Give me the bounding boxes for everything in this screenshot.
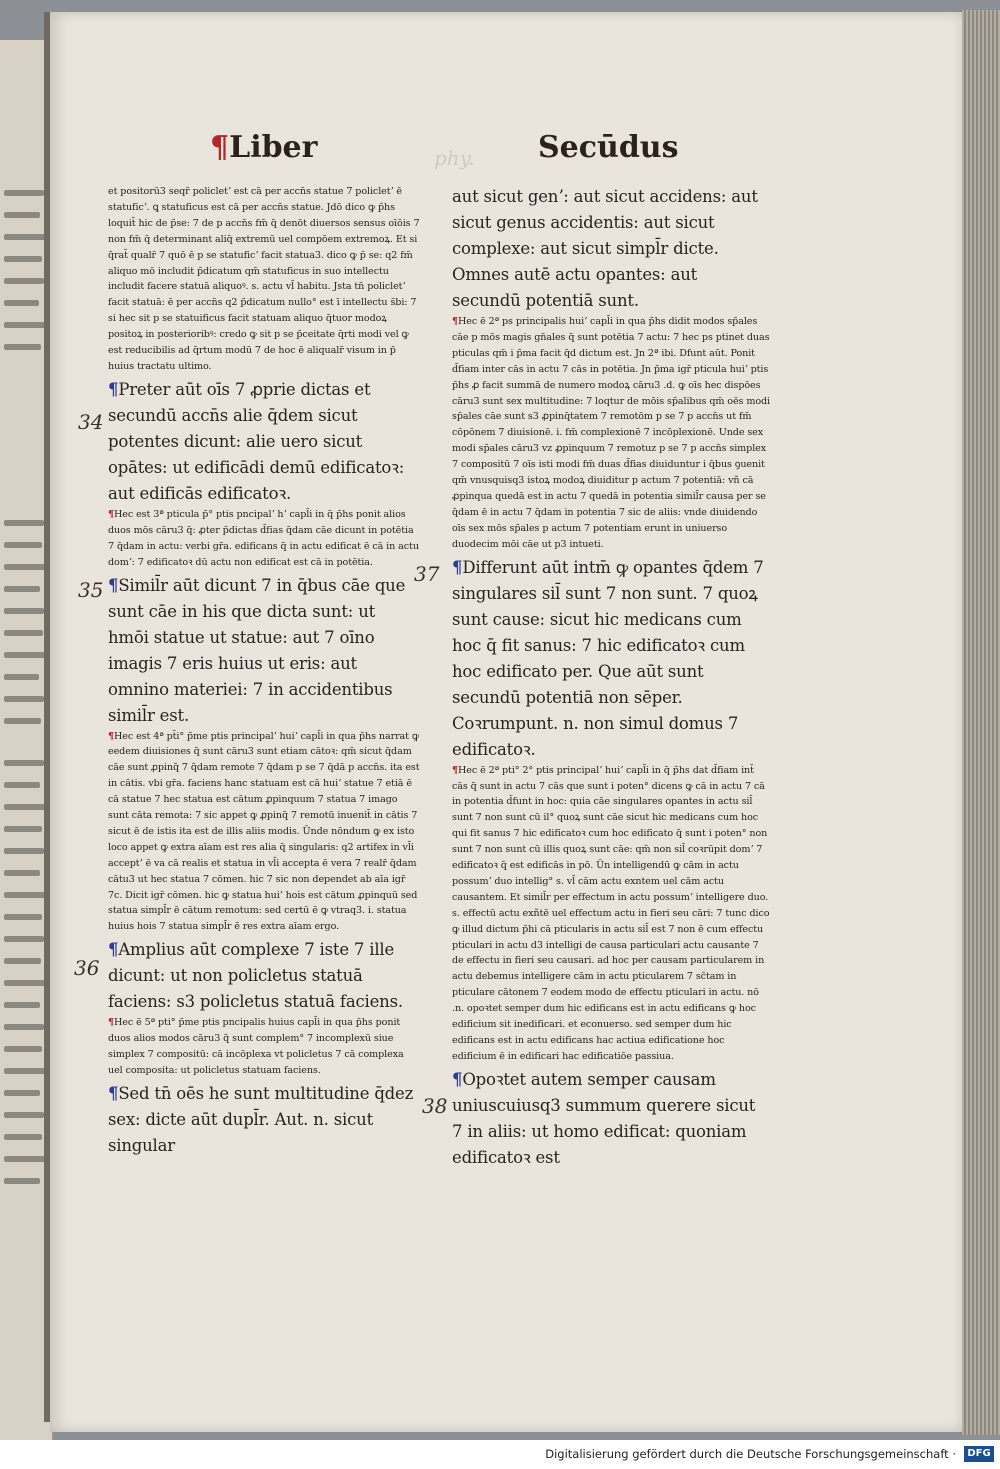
text-body: Simil̄r aūt dicunt 7 in q̄bus cāe que sunt cāe in his que dicta sunt: ut hmōi statue ut statue: aut 7 oīno imagis 7 eris huius ut eris: aut omnino materiei: 7 in accidentibus simil̄r est.	[108, 575, 406, 725]
margin-number: 36	[74, 956, 100, 980]
margin-number: 37	[414, 562, 440, 586]
dfg-logo: DFG	[964, 1446, 994, 1462]
commentary-body: Hec est 4ª pt̄i° p̄me ptis principalʼ huiʼ capl̄i in qua p̄hs narrat ꝙ eedem diuisiones q̄ sunt cāru3 sunt etiam cātoꝛ: qm̄ sicut q̄dam cāe sunt ꝓpinq̄ 7 q̄dam remote 7 q̄dam p se 7 q̄dā p accn̄s. ita est in cātis. vbi gr̄a. faciens hanc statuam est cā huiʼ statue 7 etiā ē cā statue 7 hec statua est cātum ꝓpinquum 7 statua 7 imago sunt cāta remota: 7 sic appet ꝙ ꝓpinq̄ 7 remotū inuenit̄ in cātis 7 sicut ē de istis ita est de illis aliis modis. Ūnde nōndum ꝙ ex isto loco appet ꝙ extra aīam est res alia q̄ singularis: q2 artifex in vl̄i acceptʼ ē va cā realis et statua in vl̄i accepta ē vera 7 realr̄ q̄dam cātu3 ut hec statua 7 cōmen. hic 7 sic non dependet ab aīa igr̄ 7c. Dicit igr̄ cōmen. hic ꝙ statua huiʼ hois est cātum ꝓpinquū sed statua simpl̄r ē cātum remotum: sed certū ē ꝙ vtraq3. i. statua huius hois 7 statua simpl̄r ē res extra aīam ergo.	[108, 730, 420, 933]
text-paragraph	[452, 555, 770, 763]
paragraph-mark: ¶	[108, 575, 119, 595]
text-body: Sed tn̄ oēs he sunt multitudine q̄dez sex: dicte aūt dupl̄r. Aut. n. sicut singular	[108, 1083, 414, 1155]
commentary-body: Hec ē 2ª ps principalis huiʼ capl̄i in qua p̄hs didit modos sp̄ales cāe p mōs magis gn̄ales q̄ sunt potētia 7 actu: 7 hec ps ptinet duas pticulas qm̄ i p̄ma facit q̄d dictum est. Jn 2ª ibi. Dfunt aūt. Ponit d̄fiam inter cās in actu 7 cās in potētia. Jn p̄ma igr̄ pticula huiʼ ptis p̄hs ꝓ facit summā de numero modoꝝ cāru3 .d. ꝙ oīs hec dispōes cāru3 sunt sex multitudine: 7 loqtur de mōis sp̄alibus qm̄ oēs modi sp̄ales cāe sunt s3 ꝓpinq̄tatem 7 remotōm p se 7 p accn̄s ut fm̄ cōpōnem 7 diuisionē. i. fm̄ complexionē 7 incōplexionē. Unde sex modi sp̄ales cāru3 vz ꝓpinquum 7 remotuz p se 7 p accn̄s simplex 7 compositū 7 oīs isti modi fm̄ duas d̄fias diuiduntur i q̄bus ꝯuenit qm̄ vnusquisq3 istoꝝ modoꝝ diuiditur p actum 7 potentiā: vñ cā ꝓpinqua quedā est in actu 7 quedā in potentia simil̄r causa per se q̄dam ē in actu 7 q̄dam in potentia 7 sic de aliis: vnde diuidendo oīs sex mōs sp̄ales p actum 7 potentiam erunt in uniuerso duodecim mōi cāe ut p3 intueti.	[452, 316, 771, 550]
funding-credit: Digitalisierung gefördert durch die Deutsche Forschungsgemeinschaft ·	[545, 1447, 956, 1461]
paragraph-mark: ¶	[108, 1083, 119, 1103]
commentary-paragraph	[108, 729, 420, 936]
paragraph-mark: ¶	[452, 316, 459, 327]
text-paragraph	[108, 1081, 420, 1159]
paragraph-mark: ¶	[108, 730, 115, 742]
text-body: Differunt aūt intm̄ ꝙ opantes q̄dem 7 singulares sil̄ sunt 7 non sunt. 7 quoꝝ sunt cause: sicut hic medicans cum hoc q̄ fit sanus: 7 hic edificatoꝛ cum hoc edificato per. Que aūt sunt secundū potentiā non sēper. Coꝛrumpunt. n. non simul domus 7 edificatoꝛ.	[452, 557, 764, 759]
text-paragraph	[452, 1067, 770, 1171]
paragraph-mark: ¶	[452, 1069, 463, 1089]
text-paragraph	[108, 573, 420, 729]
commentary-paragraph	[108, 1015, 420, 1079]
text-paragraph	[108, 937, 420, 1015]
text-body: Opoꝛtet autem semper causam uniuscuiusq3 summum querere sicut 7 in aliis: ut homo edificat: quoniam edificatoꝛ est	[452, 1069, 756, 1167]
margin-number: 35	[78, 578, 104, 602]
text-body: Amplius aūt complexe 7 iste 7 ille dicunt: ut non policletus statuā faciens: s3 policletus statuā faciens.	[108, 940, 403, 1012]
commentary-body: Hec ē 2ª pti° 2° ptis principalʼ huiʼ capl̄i in q̄ p̄hs dat d̄fiam int̄ cās q̄ sunt in actu 7 cās que sunt i poten° dicens ꝙ cā in actu 7 cā in potentia d̄funt in hoc: quia cāe singulares opantes in actu sil̄ sunt 7 non sunt cū il° quoꝝ sunt cāe sicut hic medicans cum hoc qui fit sanus 7 hic edificatoꝛ cum hoc edificato q̄ sunt i poten° non sunt 7 non sunt cū illis quoꝝ sunt cāe: qm̄ non sil̄ coꝛrūpit domʼ 7 edificatoꝛ q̄ est edificās in pō. Ūn intelligendū ꝙ cām in actu possumʼ duo intellig° s. vl̄ cām actu exntem uel cām actu causantem. Et simil̄r per effectum in actu possumʼ intelligere duo. s. effectū actu exñtē uel effectum actu in fieri seu cāri: 7 tunc dico ꝙ illud dictum p̄hi cā pticularis in actu sil̄ est 7 non ē cum effectu pticulari in actu d3 intelligi de causa particulari actu causante 7 de effectu in fieri seu causari. ad hoc per causam particularem in actu debemus intelligere cām in actu pticularem 7 sc̄tam in pticulare cātonem 7 eodem modo de effectu pticulari in actu. nō .n. opoꝛtet semper dum hic edificans est in actu edificans ꝙ hoc edificium sit inedificari. et econuerso. sed semper dum hic edificans est in actu edificans hac actiua edificatione hoc edificium ē in edificari hac edificatiōe passiua.	[452, 764, 770, 1062]
left-column	[108, 184, 420, 1159]
footer-bar	[0, 1440, 1000, 1469]
margin-number: 38	[422, 1094, 448, 1118]
text-body: Preter aūt oīs 7 ꝓprie dictas et secundū accn̄s alie q̄dem sicut potentes dicunt: alie uero sicut opātes: ut edificādi demū edificatoꝛ: aut edificās edificatoꝛ.	[108, 379, 405, 503]
running-head-right: Secūdus	[538, 130, 679, 165]
running-head-left: ¶Liber	[210, 130, 318, 165]
commentary-body: Hec est 3ª pticula p̄° ptis pncipalʼ hʼ capl̄i in q̄ p̄hs ponit alios duos mōs cāru3 q̄: ꝓter p̄dictas d̄fias q̄dam cāe dicunt in potētia 7 q̄dam in actu: verbi gr̄a. edificans q̄ in actu edificat ē cā in actu domʼ: 7 edificatoꝛ dū actu non edificat est cā in potētia.	[108, 508, 419, 568]
book-page	[50, 12, 962, 1432]
commentary-paragraph: et positorū3 seqr̄ policletʼ est cā per accn̄s statue 7 policletʼ ē statuficʼ. ꝗ statuficus est cā per accn̄s statue. Jdō dico ꝙ p̄hs loquit̄ hic de p̄se: 7 de p accn̄s fm̄ q̄ denōt diuersos sensus oīōis 7 non fm̄ q̄ determinant aliq̄ extremū uel compōem extremoꝝ. Et si q̄rat̄ qualr̄ 7 quō ē p se statuficʼ facit statua3. dico ꝙ p̄ se: q2 fm̄ aliquo mō includit p̄dicatum qm̄ statuficus in suo intellectu includit facere statuā aliquoꝰ. s. actu vl̄ habitu. Jsta tn̄ policletʼ facit statuā: ē per accn̄s q2 p̄dicatum nullo° est ī intellectu s̄bi: 7 si hec sit p se statuificus facit statuam aliquo q̄tuor modoꝝ positoꝝ in posterioribꝰ: credo ꝙ sit p se p̄ceitate q̄rti modi vel ꝙ est reducibilis ad q̄rtum modū 7 de hoc ē aliqualr̄ visum in p̄ huius tractatu ultimo.	[108, 186, 420, 372]
fore-edge-pages	[960, 10, 1000, 1435]
paragraph-mark: ¶	[108, 508, 115, 520]
paragraph-mark: ¶	[108, 379, 119, 399]
paragraph-mark: ¶	[108, 1017, 115, 1029]
paragraph-mark: ¶	[452, 764, 459, 776]
commentary-paragraph	[452, 763, 770, 1065]
commentary-body: Hec ē 5ª pti° p̄me ptis pncipalis huius capl̄i in qua p̄hs ponit duos alios modos cāru3 q̄ sunt complem° 7 incomplexū siue simplex 7 compositū: cā incōplexa vt policletus 7 cā complexa uel composita: ut policletus statuam faciens.	[108, 1017, 404, 1076]
commentary-paragraph	[452, 314, 770, 553]
paragraph-mark: ¶	[108, 940, 119, 960]
commentary-paragraph	[108, 507, 420, 571]
margin-number: 34	[78, 410, 104, 434]
paragraph-mark: ¶	[452, 557, 463, 577]
show-through-text: phy.	[434, 146, 475, 170]
text-paragraph: aut sicut genʼ: aut sicut accidens: aut sicut genus accidentis: aut sicut complexe: aut sicut simpl̄r dicte. Omnes autē actu opantes: aut secundū potentiā sunt.	[452, 187, 758, 310]
text-paragraph	[108, 377, 420, 507]
right-column	[452, 184, 770, 1171]
